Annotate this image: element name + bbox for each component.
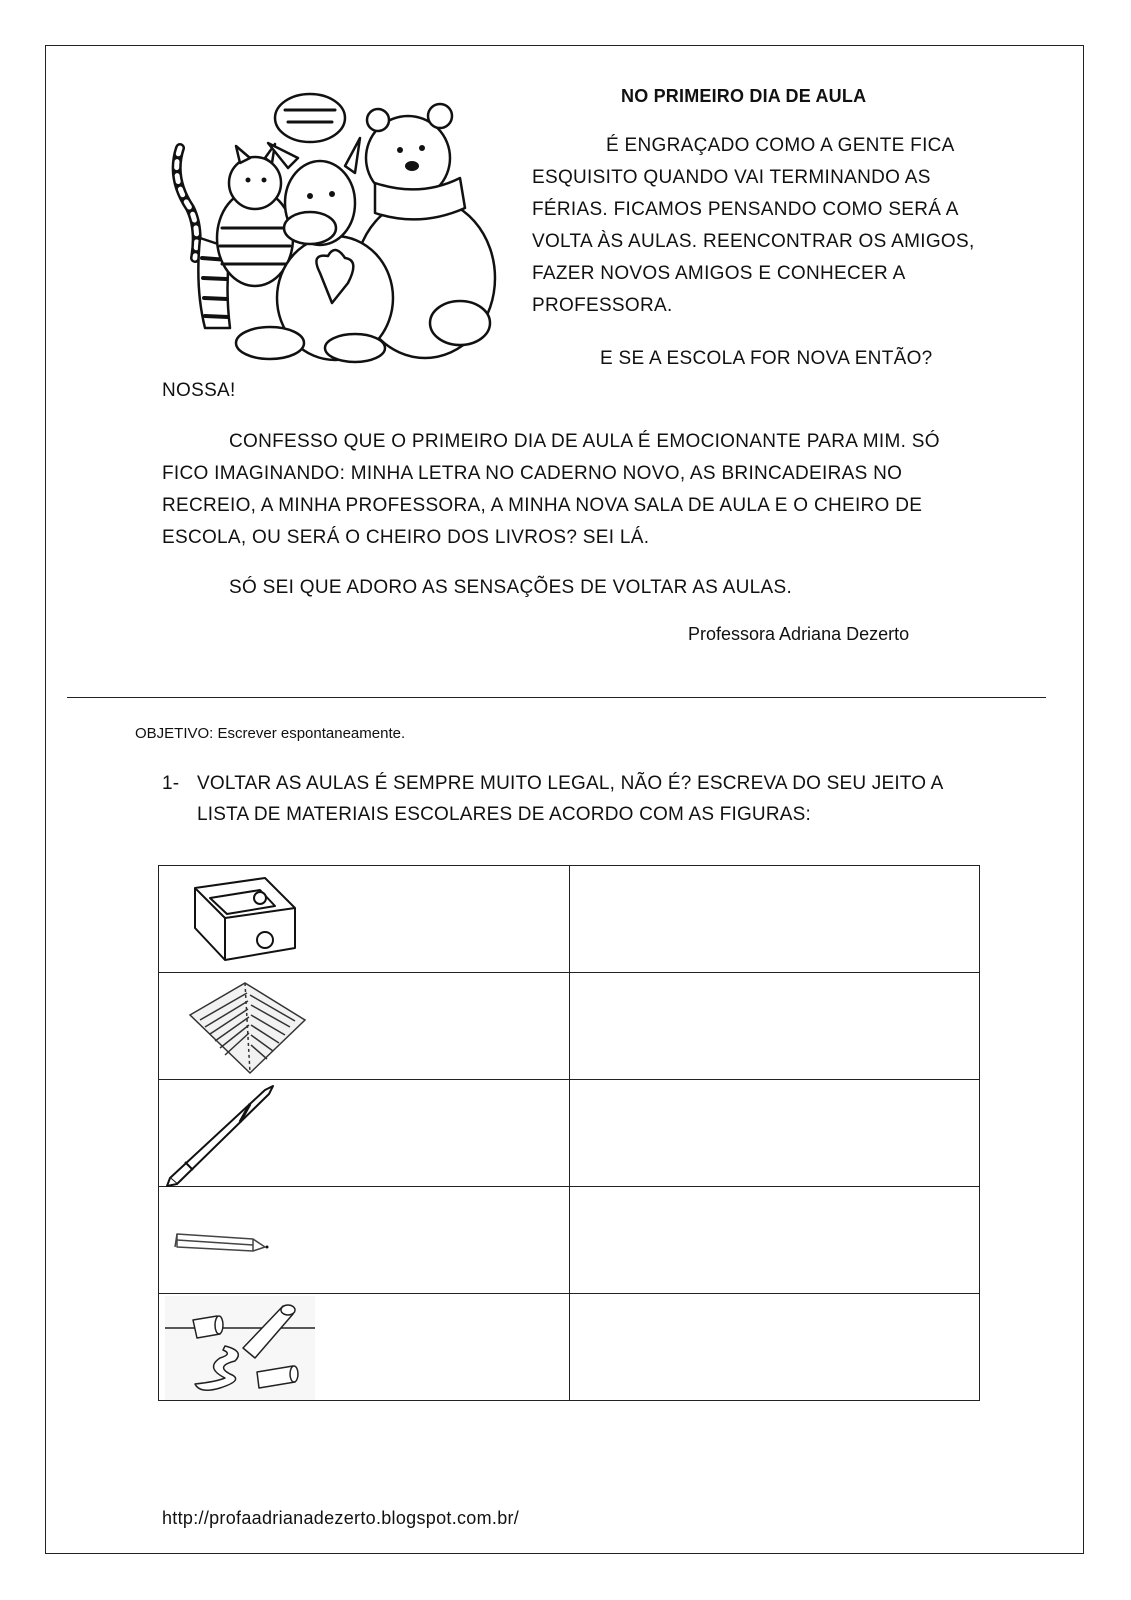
table-row [159,866,980,973]
answer-cell[interactable] [570,1187,980,1294]
picture-cell [159,866,570,973]
answer-cell[interactable] [570,973,980,1080]
answer-cell[interactable] [570,866,980,973]
paragraph-2-line-2: NOSSA! [162,380,236,401]
intro-paragraph [532,130,975,322]
pencil-icon [165,1189,315,1289]
author-signature: Professora Adriana Dezerto [688,624,910,644]
picture-cell [159,1294,570,1401]
question-text-line: LISTA DE MATERIAIS ESCOLARES DE ACORDO COM AS FIGURAS: [197,804,812,825]
paragraph-4: SÓ SEI QUE ADORO AS SENSAÇÕES DE VOLTAR AS AULAS. [229,577,793,598]
paragraph-2-line-1: E SE A ESCOLA FOR NOVA ENTÃO? [600,348,933,369]
notebook-icon [165,975,315,1075]
intro-line: É ENGRAÇADO COMO A GENTE FICA [606,135,955,156]
table-row [159,1080,980,1187]
paragraph-3-line: RECREIO, A MINHA PROFESSORA, A MINHA NOVA SALA DE AULA E O CHEIRO DE [162,495,923,516]
picture-cell [159,1187,570,1294]
footer-url[interactable]: http://profaadrianadezerto.blogspot.com.br/ [162,1508,520,1528]
table-row [159,1294,980,1401]
picture-cell [159,973,570,1080]
pen-icon [165,1082,315,1188]
question-number: 1- [162,773,180,794]
characters-hug-illustration [160,88,505,368]
answer-cell[interactable] [570,1080,980,1187]
section-divider [67,697,1046,698]
objective-text: OBJETIVO: Escrever espontaneamente. [135,725,406,742]
paragraph-3 [162,426,940,554]
intro-line: VOLTA ÀS AULAS. REENCONTRAR OS AMIGOS, [532,231,975,252]
picture-cell [159,1080,570,1187]
intro-line: ESQUISITO QUANDO VAI TERMINANDO AS [532,167,931,188]
table-row [159,1187,980,1294]
intro-line: PROFESSORA. [532,295,673,316]
question-text-line: VOLTAR AS AULAS É SEMPRE MUITO LEGAL, NÃO É? ESCREVA DO SEU JEITO A [197,773,944,794]
chalk-icon [165,1296,315,1400]
materials-table [158,865,980,1401]
paragraph-3-line: FICO IMAGINANDO: MINHA LETRA NO CADERNO NOVO, AS BRINCADEIRAS NO [162,463,903,484]
answer-cell[interactable] [570,1294,980,1401]
intro-line: FÉRIAS. FICAMOS PENSANDO COMO SERÁ A [532,199,959,220]
paragraph-3-line: CONFESSO QUE O PRIMEIRO DIA DE AULA É EMOCIONANTE PARA MIM. SÓ [229,431,940,452]
page-title: NO PRIMEIRO DIA DE AULA [621,86,867,106]
intro-line: FAZER NOVOS AMIGOS E CONHECER A [532,263,906,284]
paragraph-3-line: ESCOLA, OU SERÁ O CHEIRO DOS LIVROS? SEI LÁ. [162,527,650,548]
sharpener-icon [165,868,315,968]
table-row [159,973,980,1080]
